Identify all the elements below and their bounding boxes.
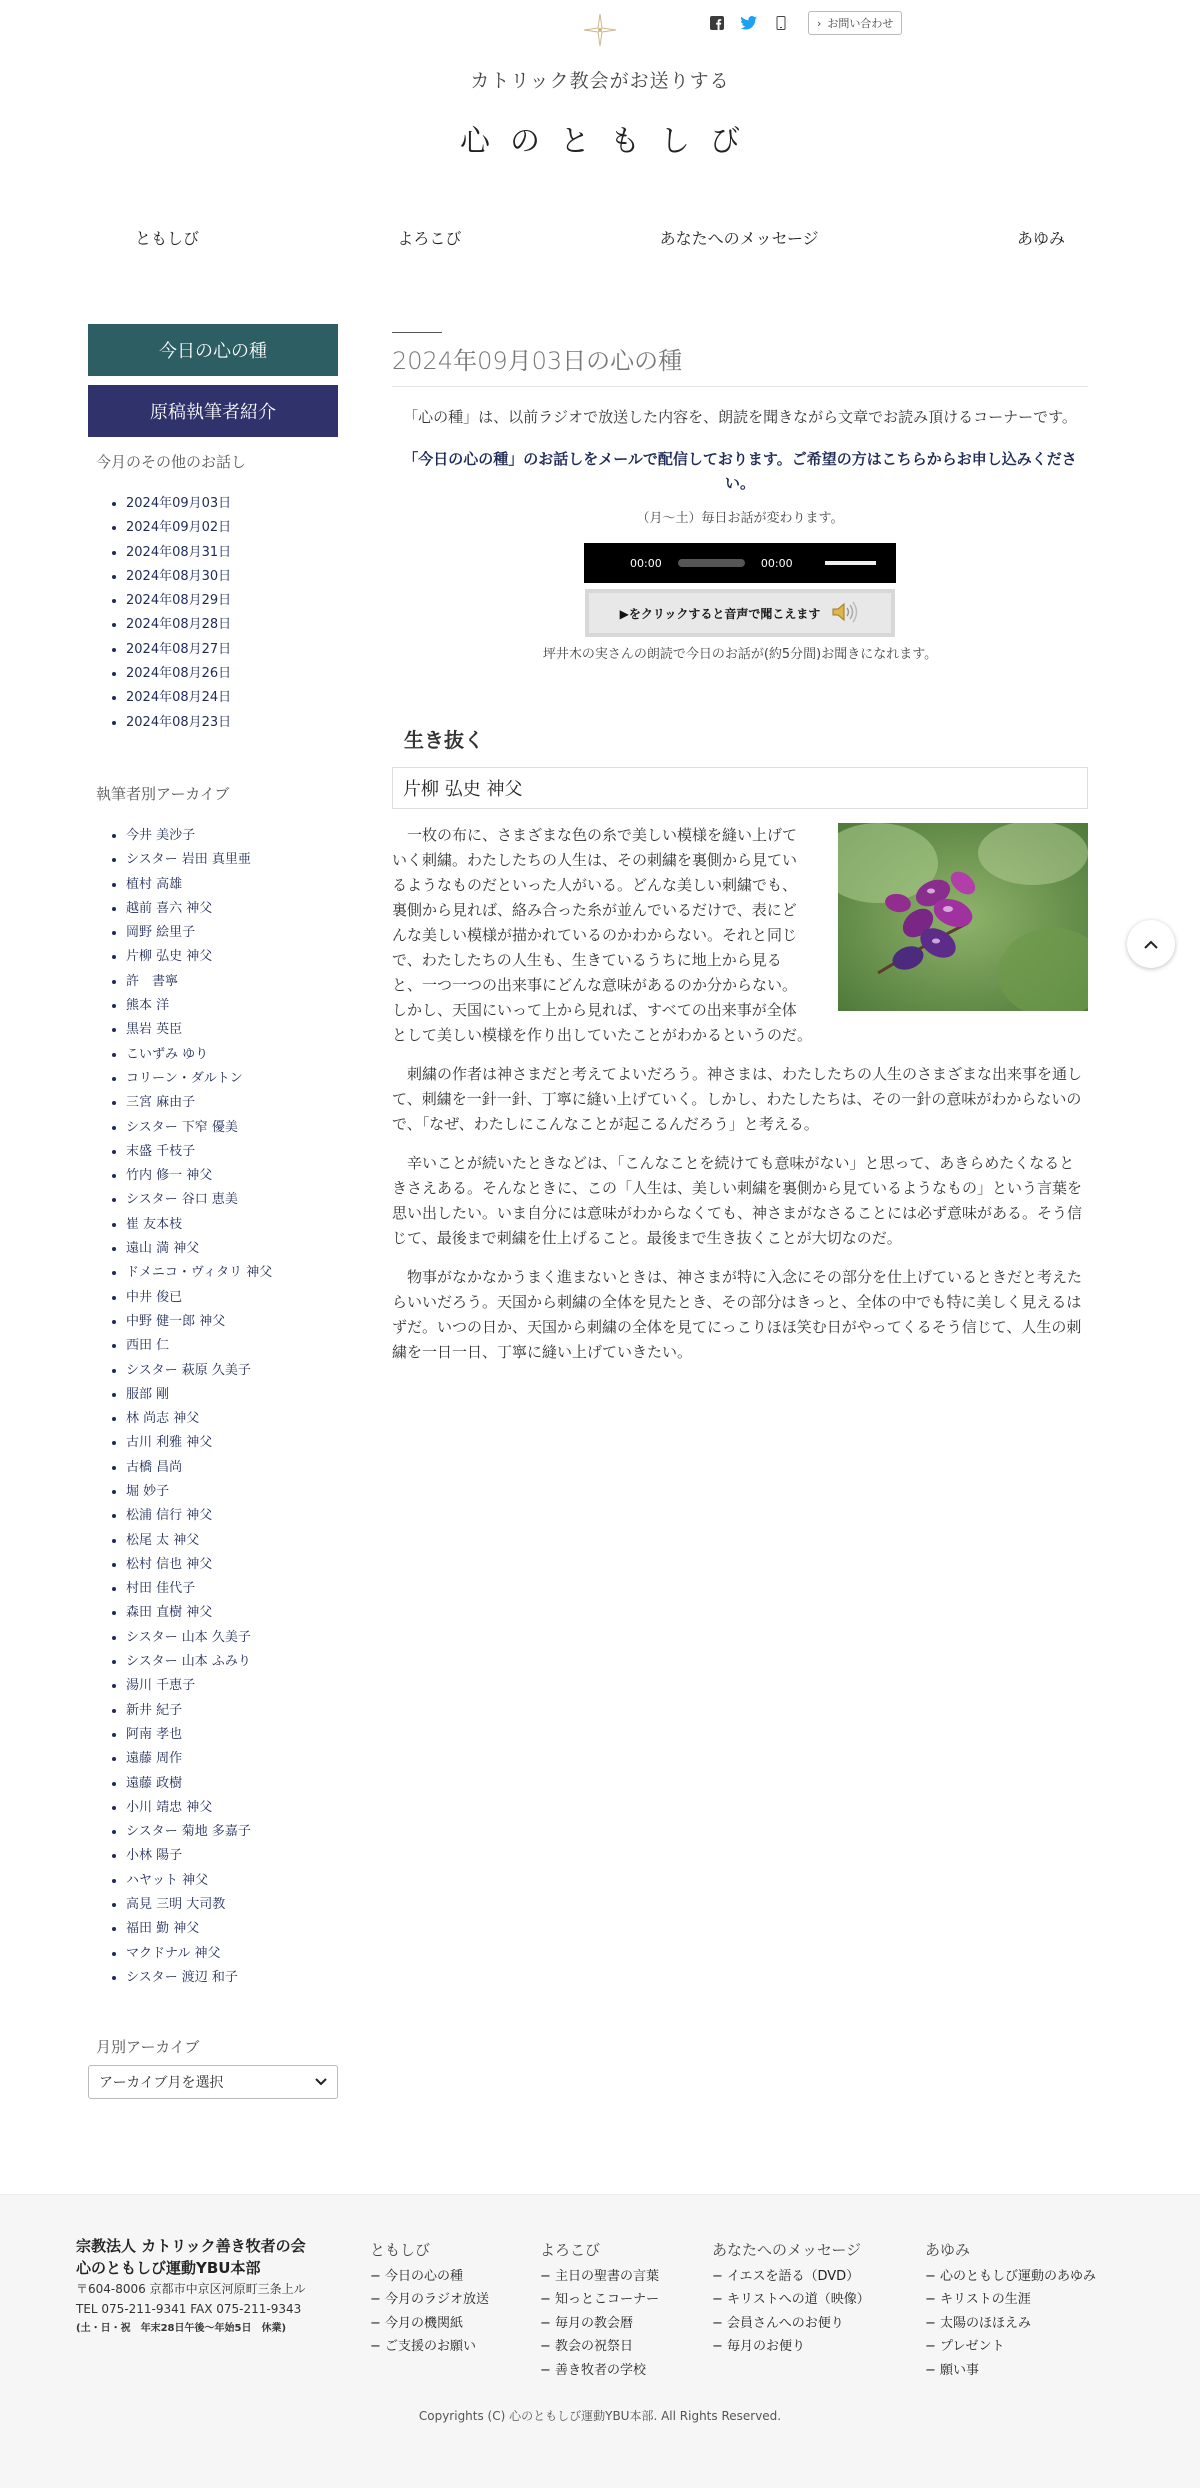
author-archive-link[interactable]: • 林 尚志 神父 bbox=[126, 1407, 338, 1431]
author-archive-link[interactable]: • シスター 渡辺 和子 bbox=[126, 1966, 338, 1990]
author-archive-link[interactable]: • 西田 仁 bbox=[126, 1334, 338, 1358]
author-archive-link[interactable]: • 三宮 麻由子 bbox=[126, 1091, 338, 1115]
sidebar bbox=[88, 324, 338, 2099]
footer-link-label: 会員さんへのお便り bbox=[727, 2315, 844, 2331]
author-archive-link[interactable]: • 黒岩 英臣 bbox=[126, 1018, 338, 1042]
dash-icon: − bbox=[540, 2292, 556, 2307]
authors-button[interactable]: 原稿執筆者紹介 bbox=[88, 385, 338, 437]
story-paragraph-2: 刺繍の作者は神さまだと考えてよいだろう。神さまは、わたしたちの人生のさまざまな出来事を通して、刺繍を一針一針、丁寧に縫い上げていく。しかし、わたしたちは、その一針の意味がわからないので、「なぜ、わたしにこんなことが起こるんだろう」と考える。 bbox=[392, 1065, 1083, 1133]
audio-duration: 00:00 bbox=[760, 556, 793, 570]
chevron-down-icon bbox=[315, 2074, 327, 2090]
footer-link[interactable] bbox=[370, 2312, 489, 2336]
footer-link-label: 主日の聖書の言葉 bbox=[555, 2268, 660, 2284]
footer-link-label: 毎月の教会暦 bbox=[555, 2315, 634, 2331]
audio-current-time: 00:00 bbox=[630, 556, 662, 570]
footer-col-heading[interactable]: あなたへのメッセージ bbox=[712, 2241, 862, 2259]
footer-link[interactable] bbox=[540, 2265, 659, 2289]
author-archive-link[interactable]: • シスター 萩原 久美子 bbox=[126, 1359, 338, 1383]
intro-text: 「心の種」は、以前ラジオで放送した内容を、朗読を聞きながら文章でお読み頂けるコーナーです。 bbox=[403, 408, 1077, 426]
dash-icon: − bbox=[925, 2292, 941, 2307]
author-archive-link[interactable]: • 松尾 太 神父 bbox=[126, 1529, 338, 1553]
footer-link-label: 今月の機関紙 bbox=[385, 2315, 464, 2331]
footer-link[interactable] bbox=[370, 2288, 489, 2312]
recent-story-link[interactable]: • 2024年08月23日 bbox=[126, 711, 338, 735]
footer-col-heading[interactable]: ともしび bbox=[370, 2241, 431, 2259]
recent-story-link[interactable]: • 2024年08月31日 bbox=[126, 541, 338, 565]
monthly-heading: 月別アーカイブ bbox=[96, 2038, 200, 2057]
author-archive-link[interactable]: • 古川 利雅 神父 bbox=[126, 1431, 338, 1455]
footer-col-message bbox=[712, 2239, 870, 2359]
page-title: 2024年09月03日の心の種 bbox=[392, 341, 1088, 387]
play-audio-button[interactable] bbox=[585, 589, 895, 637]
author-archive-link[interactable]: • 片柳 弘史 神父 bbox=[126, 945, 338, 969]
recent-story-link[interactable]: • 2024年08月24日 bbox=[126, 686, 338, 710]
author-archive-link[interactable]: • 松村 信也 神父 bbox=[126, 1553, 338, 1577]
author-archive-link[interactable]: • 湯川 千恵子 bbox=[126, 1674, 338, 1698]
author-name: 片柳 弘史 神父 bbox=[392, 767, 1088, 809]
story-paragraph-3: 辛いことが続いたときなどは、「こんなことを続けても意味がない」と思って、あきらめたくなるときさえある。そんなときに、この「人生は、美しい刺繍を裏側から見ているようなもの」という言葉を思い出したい。いま自分には意味がわからなくても、神さまがなさることには必ず意味がある。そう信じて、最後まで刺繍を仕上げること。最後まで生き抜くことが大切なのだ。 bbox=[392, 1154, 1083, 1247]
footer-link-label: 心のともしび運動のあゆみ bbox=[940, 2268, 1097, 2284]
footer-link-label: 教会の祝祭日 bbox=[555, 2339, 634, 2354]
dash-icon: − bbox=[540, 2268, 556, 2284]
footer-col-heading[interactable]: あゆみ bbox=[925, 2241, 971, 2259]
dash-icon: − bbox=[540, 2362, 556, 2378]
author-archive-link[interactable]: • 高見 三明 大司教 bbox=[126, 1893, 338, 1917]
author-archive-link[interactable]: • 阿南 孝也 bbox=[126, 1723, 338, 1747]
author-archive-link[interactable]: • 松浦 信行 神父 bbox=[126, 1504, 338, 1528]
footer-link-label: 太陽のほほえみ bbox=[940, 2315, 1032, 2331]
story-title: 生き抜く bbox=[404, 728, 484, 752]
author-archive-link[interactable]: • 小林 陽子 bbox=[126, 1844, 338, 1868]
author-archive-link[interactable]: • シスター 谷口 恵美 bbox=[126, 1188, 338, 1212]
footer-col-heading[interactable]: よろこび bbox=[540, 2241, 601, 2259]
footer-link-label: 今日の心の種 bbox=[385, 2268, 464, 2284]
site-tagline: カトリック教会がお送りする bbox=[470, 70, 730, 92]
footer-col-ayumi bbox=[925, 2239, 1096, 2382]
author-archive-link[interactable]: • 熊本 洋 bbox=[126, 994, 338, 1018]
author-archive-link[interactable]: • 古橋 昌尚 bbox=[126, 1456, 338, 1480]
footer bbox=[0, 2194, 1200, 2488]
dash-icon: − bbox=[712, 2292, 728, 2307]
author-archive-link[interactable]: • 竹内 修一 神父 bbox=[126, 1164, 338, 1188]
author-archive-link[interactable]: • 新井 紀子 bbox=[126, 1699, 338, 1723]
recent-story-link[interactable]: • 2024年09月03日 bbox=[126, 492, 338, 516]
author-list bbox=[88, 824, 338, 1990]
footer-link-label: 願い事 bbox=[940, 2362, 980, 2378]
dash-icon: − bbox=[370, 2292, 386, 2307]
nav-item-message[interactable]: あなたへのメッセージ bbox=[659, 228, 819, 248]
dash-icon: − bbox=[370, 2339, 386, 2354]
author-archive-link[interactable]: • 堀 妙子 bbox=[126, 1480, 338, 1504]
title-rule bbox=[392, 332, 442, 333]
dash-icon: − bbox=[540, 2339, 556, 2354]
copyright: Copyrights (C) 心のともしび運動YBU本部. All Rights Reserved. bbox=[418, 2409, 782, 2423]
dash-icon: − bbox=[925, 2339, 941, 2354]
story-paragraph-4: 物事がなかなかうまく進まないときは、神さまが特に入念にその部分を仕上げているときだと考えたらいいだろう。天国から刺繍の全体を見たとき、その部分はきっと、全体の中でも特に美しく見えるはずだ。いつの日か、天国から刺繍の全体を見てにっこりほほ笑む日がやってくるそう信じて、人生の刺繍を一日一日、丁寧に縫い上げていきたい。 bbox=[392, 1268, 1083, 1361]
footer-link[interactable] bbox=[540, 2312, 659, 2336]
footer-link[interactable] bbox=[540, 2359, 659, 2383]
footer-link-label: 今月のラジオ放送 bbox=[385, 2292, 490, 2307]
audio-player[interactable] bbox=[584, 543, 896, 583]
footer-link[interactable] bbox=[712, 2335, 870, 2359]
footer-link[interactable] bbox=[712, 2265, 870, 2289]
author-archive-link[interactable]: • シスター 山本 久美子 bbox=[126, 1626, 338, 1650]
recent-heading: 今月のその他のお話し bbox=[96, 453, 247, 471]
dash-icon: − bbox=[712, 2268, 728, 2284]
footer-link[interactable] bbox=[540, 2288, 659, 2312]
author-archive-link[interactable]: • 末盛 千枝子 bbox=[126, 1140, 338, 1164]
recent-story-link[interactable]: • 2024年08月26日 bbox=[126, 662, 338, 686]
author-archive-link[interactable]: • 岡野 絵里子 bbox=[126, 921, 338, 945]
contact-button[interactable] bbox=[808, 11, 902, 35]
footer-link[interactable] bbox=[540, 2335, 659, 2359]
recent-list bbox=[88, 492, 338, 735]
footer-link[interactable] bbox=[370, 2265, 489, 2289]
story-paragraph-1: 一枚の布に、さまざまな色の糸で美しい模様を縫い上げていく刺繍。わたしたちの人生は、その刺繍を裏側から見ているようなものだといった人がいる。どんな美しい刺繍でも、裏側から見れば、絡み合った糸が並んでいるだけで、表にどんな美しい模様が描かれているのかわからない。それと同じで、わたしたちの人生も、生きているうちに地上から見ると、一つ一つの出来事にどんな意味があるのか分からない。しかし、天国にいって上から見れば、すべての出来事が全体として美しい模様を作り出していたことがわかるというのだ。 bbox=[392, 826, 813, 1044]
author-archive-link[interactable]: • シスター 菊地 多嘉子 bbox=[126, 1820, 338, 1844]
mail-signup-link[interactable]: 「今日の心の種」のお話しをメールで配信しております。ご希望の方はこちらからお申し込みください。 bbox=[403, 450, 1077, 492]
author-archive-link[interactable]: • 遠藤 政樹 bbox=[126, 1772, 338, 1796]
author-archive-link[interactable]: • 遠藤 周作 bbox=[126, 1747, 338, 1771]
footer-link-label: キリストの生涯 bbox=[940, 2292, 1031, 2307]
dash-icon: − bbox=[925, 2268, 941, 2284]
chevron-right-icon: › bbox=[817, 16, 822, 30]
author-archive-link[interactable]: • 中野 健一郎 神父 bbox=[126, 1310, 338, 1334]
monthly-select-value: アーカイブ月を選択 bbox=[99, 2075, 224, 2092]
footer-link-label: キリストへの道（映像） bbox=[727, 2292, 870, 2307]
audio-volume-bar[interactable] bbox=[825, 561, 876, 565]
author-archive-link[interactable]: • 村田 佳代子 bbox=[126, 1577, 338, 1601]
dash-icon: − bbox=[370, 2268, 386, 2284]
nav-item-tomoshibi[interactable]: ともしび bbox=[135, 228, 200, 248]
author-archive-link[interactable]: • 今井 美沙子 bbox=[126, 824, 338, 848]
footer-col-yorokobi bbox=[540, 2239, 659, 2382]
org-info bbox=[76, 2235, 336, 2339]
author-archive-link[interactable]: • 福田 勤 神父 bbox=[126, 1917, 338, 1941]
audio-progress-bar[interactable] bbox=[678, 559, 745, 567]
play-label: ▶をクリックすると音声で聞こえます bbox=[619, 606, 821, 621]
facebook-icon[interactable] bbox=[708, 14, 726, 32]
author-archive-link[interactable]: • コリーン・ダルトン bbox=[126, 1067, 338, 1091]
author-archive-link[interactable]: • シスター 山本 ふみり bbox=[126, 1650, 338, 1674]
author-archive-link[interactable]: • 崔 友本枝 bbox=[126, 1213, 338, 1237]
author-archive-link[interactable]: • シスター 下窄 優美 bbox=[126, 1116, 338, 1140]
author-archive-link[interactable]: • 植村 高雄 bbox=[126, 873, 338, 897]
author-archive-link[interactable]: • 中井 俊已 bbox=[126, 1286, 338, 1310]
site-title[interactable]: 心のともしび bbox=[460, 124, 760, 159]
mobile-icon[interactable] bbox=[772, 14, 790, 32]
global-nav bbox=[95, 222, 1105, 252]
org-address: 〒604-8006 京都市中京区河原町三条上ル bbox=[76, 2282, 306, 2296]
footer-link[interactable] bbox=[712, 2288, 870, 2312]
footer-link[interactable] bbox=[925, 2288, 1096, 2312]
footer-link-label: 毎月のお便り bbox=[727, 2339, 806, 2354]
seed-button[interactable]: 今日の心の種 bbox=[88, 324, 338, 376]
footer-link[interactable] bbox=[370, 2335, 489, 2359]
monthly-archive-select[interactable] bbox=[88, 2065, 338, 2099]
author-archive-link[interactable]: • こいずみ ゆり bbox=[126, 1043, 338, 1067]
author-archive-link[interactable]: • マクドナル 神父 bbox=[126, 1942, 338, 1966]
org-name: 宗教法人 カトリック善き牧者の会 bbox=[76, 2237, 306, 2255]
org-tel-fax: TEL 075-211-9341 FAX 075-211-9343 bbox=[76, 2302, 302, 2316]
recent-story-link[interactable]: • 2024年09月02日 bbox=[126, 516, 338, 540]
scroll-to-top-button[interactable] bbox=[1127, 920, 1175, 968]
daily-change-note: （月～土）毎日お話が変わります。 bbox=[636, 511, 844, 526]
author-archive-link[interactable]: • 森田 直樹 神父 bbox=[126, 1601, 338, 1625]
footer-link-label: イエスを語る（DVD） bbox=[727, 2268, 860, 2284]
org-hours: (土・日・祝 年末28日午後〜年始5日 休業) bbox=[76, 2323, 287, 2334]
recent-story-link[interactable]: • 2024年08月30日 bbox=[126, 565, 338, 589]
dash-icon: − bbox=[925, 2362, 941, 2378]
dash-icon: − bbox=[370, 2315, 386, 2331]
author-archive-link[interactable]: • 遠山 満 神父 bbox=[126, 1237, 338, 1261]
nav-item-ayumi[interactable]: あゆみ bbox=[1016, 228, 1065, 248]
footer-link-label: ご支援のお願い bbox=[385, 2339, 477, 2354]
author-archive-link[interactable]: • 許 書寧 bbox=[126, 970, 338, 994]
reader-note: 坪井木の実さんの朗読で今日のお話が(約5分間)お聞きになれます。 bbox=[542, 647, 938, 662]
story-body bbox=[392, 823, 1088, 1365]
dash-icon: − bbox=[540, 2315, 556, 2331]
dash-icon: − bbox=[712, 2315, 728, 2331]
dash-icon: − bbox=[925, 2315, 941, 2331]
author-archive-link[interactable]: • 小川 靖忠 神父 bbox=[126, 1796, 338, 1820]
recent-story-link[interactable]: • 2024年08月27日 bbox=[126, 638, 338, 662]
social-links bbox=[708, 10, 902, 36]
org-sub-name: 心のともしび運動YBU本部 bbox=[76, 2259, 261, 2277]
footer-link-label: プレゼント bbox=[940, 2339, 1005, 2354]
logo-icon[interactable] bbox=[582, 12, 618, 48]
flower-image bbox=[838, 823, 1088, 1011]
author-archive-link[interactable]: • ハヤット 神父 bbox=[126, 1869, 338, 1893]
footer-link-label: 知っとこコーナー bbox=[555, 2292, 660, 2307]
author-archive-link[interactable]: • シスター 岩田 真里亜 bbox=[126, 848, 338, 872]
main-content bbox=[392, 332, 1088, 1379]
chevron-up-icon bbox=[1144, 935, 1158, 954]
recent-story-link[interactable]: • 2024年08月29日 bbox=[126, 589, 338, 613]
footer-link-label: 善き牧者の学校 bbox=[555, 2362, 647, 2378]
footer-link[interactable] bbox=[925, 2335, 1096, 2359]
author-archive-link[interactable]: • 服部 剛 bbox=[126, 1383, 338, 1407]
footer-col-tomoshibi bbox=[370, 2239, 489, 2359]
footer-link[interactable] bbox=[925, 2312, 1096, 2336]
speaker-icon bbox=[830, 600, 860, 627]
footer-link[interactable] bbox=[925, 2265, 1096, 2289]
recent-story-link[interactable]: • 2024年08月28日 bbox=[126, 613, 338, 637]
twitter-icon[interactable] bbox=[740, 14, 758, 32]
contact-label: お問い合わせ bbox=[827, 17, 894, 30]
nav-item-yorokobi[interactable]: よろこび bbox=[397, 228, 462, 248]
authors-heading: 執筆者別アーカイブ bbox=[96, 784, 230, 803]
author-archive-link[interactable]: • 越前 喜六 神父 bbox=[126, 897, 338, 921]
author-archive-link[interactable]: • ドメニコ・ヴィタリ 神父 bbox=[126, 1261, 338, 1285]
dash-icon: − bbox=[712, 2339, 728, 2354]
footer-link[interactable] bbox=[925, 2359, 1096, 2383]
footer-link[interactable] bbox=[712, 2312, 870, 2336]
